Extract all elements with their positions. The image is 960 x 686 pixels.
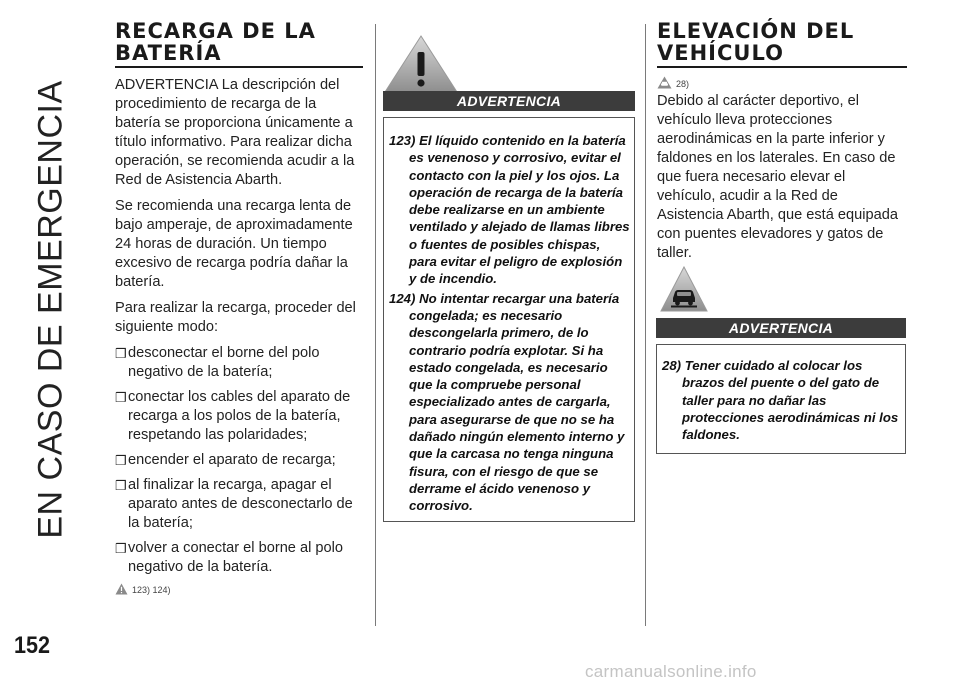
- paragraph: ADVERTENCIA La descripción del procedimiento de recarga de la batería se proporciona únicamente a título informativo. Para realizar dicha operación, se recomienda acudir a la Red de Asistencia Abarth.: [115, 77, 355, 188]
- section-title: RECARGA DE LA BATERÍA: [115, 20, 363, 68]
- warning-reference: 28): [657, 76, 907, 89]
- battery-recharge-section: [115, 20, 363, 595]
- checkbox-bullet-icon: ❒: [115, 346, 127, 361]
- watermark: carmanualsonline.info: [585, 662, 757, 681]
- column-divider: [375, 24, 376, 626]
- warning-item: 123) El líquido contenido en la batería es venenoso y corrosivo, evitar el contacto con la piel y los ojos. La operación de recarga de la batería debe realizarse en un ambiente ventilado y alejado de llamas libres o fuentes de posibles chispas, para evitar el peligro de explosión y de incendio.: [389, 133, 630, 287]
- paragraph: Debido al carácter deportivo, el vehículo lleva protecciones aerodinámicas en la parte inferior y faldones en los laterales. En caso de que fuera necesario elevar el vehículo, acudir a la Red de Asistencia Abarth, que está equipada con puentes elevadores y gatos de taller.: [657, 93, 898, 261]
- car-lift-warning-icon: [659, 265, 709, 313]
- checkbox-bullet-icon: ❒: [115, 541, 127, 556]
- paragraph: Para realizar la recarga, proceder del siguiente modo:: [115, 300, 356, 335]
- vehicle-lifting-section: [657, 20, 907, 270]
- checkbox-bullet-icon: ❒: [115, 390, 127, 405]
- checkbox-bullet-icon: ❒: [115, 453, 127, 468]
- checkbox-bullet-icon: ❒: [115, 478, 127, 493]
- warning-header: ADVERTENCIA: [656, 318, 906, 338]
- list-item: ❒ al finalizar la recarga, apagar el aparato antes de desconectarlo de la batería;: [115, 477, 353, 531]
- warning-triangle-icon: [381, 32, 461, 94]
- warning-triangle-icon: [115, 583, 128, 595]
- warning-item: 124) No intentar recargar una batería congelada; es necesario descongelarla primero, de lo contrario podría explotar. Si ha estado congelada, es necesario que la compruebe personal especializado antes de cargarla, para asegurarse de que no se ha dañado ningún elemento interno y que la carcasa no tenga ninguna fisura, con el riesgo de que se derrame el ácido venenoso y corrosivo.: [389, 290, 625, 514]
- warning-item: 28) Tener cuidado al colocar los brazos del puente o del gato de taller para no dañar las protecciones aerodinámicas ni los faldones.: [662, 358, 899, 443]
- list-item: ❒ encender el aparato de recarga;: [115, 452, 336, 468]
- section-body: [657, 92, 907, 263]
- section-title: ELEVACIÓN DEL VEHÍCULO: [657, 20, 907, 68]
- section-body: [115, 76, 363, 577]
- warning-box: [383, 117, 635, 522]
- chapter-title: EN CASO DE EMERGENCIA: [31, 79, 70, 539]
- paragraph: Se recomienda una recarga lenta de bajo amperaje, de aproximadamente 24 horas de duración. Un tiempo excesivo de recarga podría dañar la batería.: [115, 198, 353, 290]
- list-item: ❒ desconectar el borne del polo negativo de la batería;: [115, 345, 320, 380]
- warning-reference: 123) 124): [115, 583, 363, 595]
- column-divider: [645, 24, 646, 626]
- car-lift-warning-icon: [657, 76, 672, 89]
- warning-box: [656, 344, 906, 454]
- page-number: 152: [14, 632, 51, 659]
- warning-header: ADVERTENCIA: [383, 91, 635, 111]
- list-item: ❒ volver a conectar el borne al polo negativo de la batería.: [115, 540, 343, 575]
- list-item: ❒ conectar los cables del aparato de recarga a los polos de la batería, respetando las polaridades;: [115, 389, 351, 443]
- chapter-sidebar: [18, 18, 84, 600]
